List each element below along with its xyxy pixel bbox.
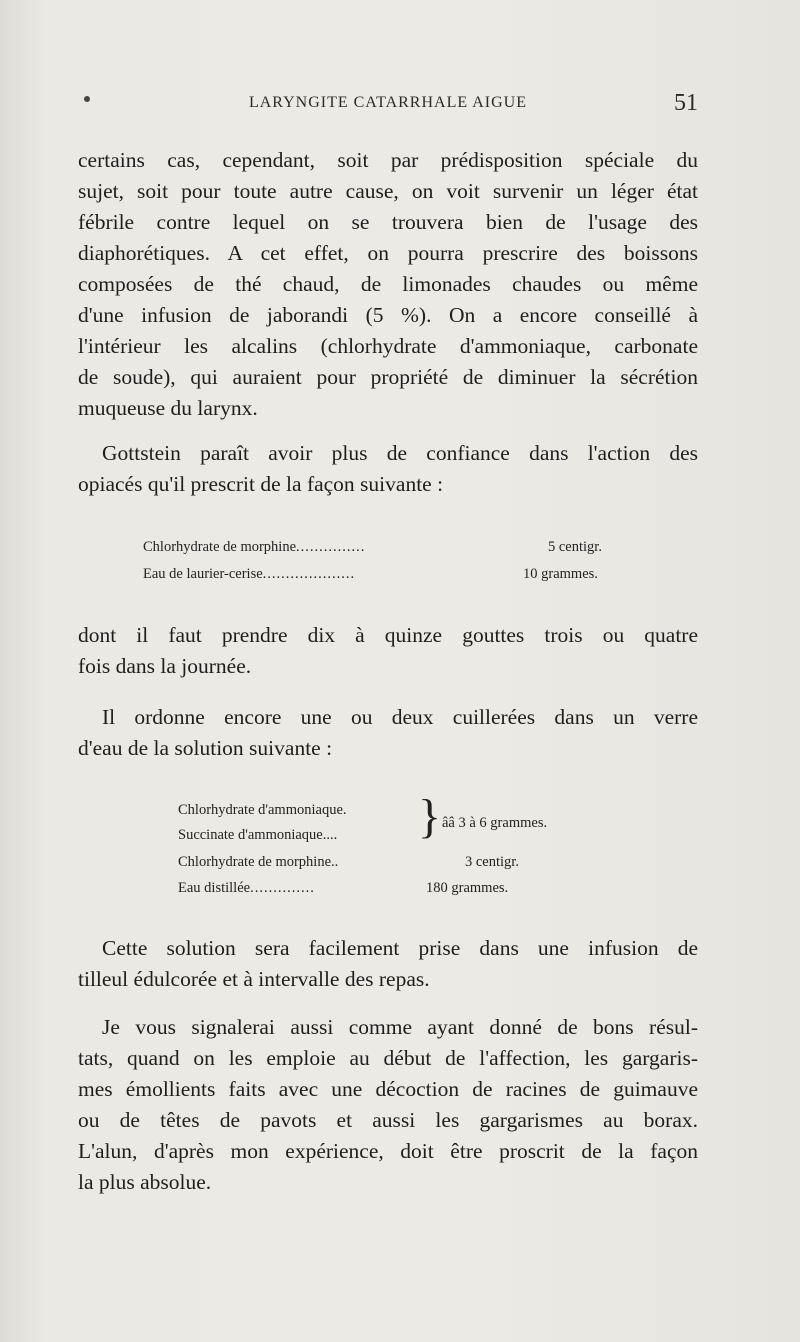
prescription-2-row bbox=[178, 797, 347, 823]
text-line: dont il faut prendre dix à quinze gouttes trois ou quatre bbox=[78, 623, 698, 647]
paragraph-3 bbox=[78, 620, 698, 682]
text-line: d'une infusion de jaborandi (5 %). On a encore conseillé à bbox=[78, 303, 698, 327]
text-line: d'eau de la solution suivante : bbox=[78, 736, 333, 760]
prescription-1-row bbox=[143, 561, 598, 587]
ingredient-quantity: 10 grammes. bbox=[523, 566, 598, 582]
prescription-2-row bbox=[178, 875, 509, 901]
text-line: de soude), qui auraient pour propriété de diminuer la sécrétion bbox=[78, 365, 698, 389]
paragraph-4 bbox=[78, 702, 698, 764]
ingredient-name: Chlorhydrate de morphine.. bbox=[178, 854, 339, 870]
ingredient-name: Chlorhydrate de morphine bbox=[143, 539, 297, 555]
ingredient-quantity: 5 centigr. bbox=[548, 539, 602, 555]
running-header bbox=[78, 92, 698, 122]
text-line: L'alun, d'après mon expérience, doit être proscrit de la façon bbox=[78, 1139, 698, 1163]
text-line: Gottstein paraît avoir plus de confiance dans l'action des bbox=[102, 441, 698, 465]
text-line: mes émollients faits avec une décoction de racines de guimauve bbox=[78, 1077, 698, 1101]
bracket-quantity: ââ 3 à 6 grammes. bbox=[442, 815, 548, 831]
ingredient-name: Succinate d'ammoniaque.... bbox=[178, 827, 338, 843]
text-line: fois dans la journée. bbox=[78, 654, 252, 678]
dot-leader: ............... bbox=[296, 539, 366, 555]
text-line: muqueuse du larynx. bbox=[78, 396, 258, 420]
ingredient-name: Chlorhydrate d'ammoniaque. bbox=[178, 802, 347, 818]
text-line: certains cas, cependant, soit par prédisposition spéciale du bbox=[78, 148, 698, 172]
ingredient-name: Eau distillée bbox=[178, 880, 251, 896]
prescription-2-row bbox=[178, 822, 337, 848]
running-title: LARYNGITE CATARRHALE AIGUE bbox=[248, 94, 528, 111]
text-line: diaphorétiques. A cet effet, on pourra prescrire des boissons bbox=[78, 241, 698, 265]
paragraph-6 bbox=[78, 1012, 698, 1198]
text-line: Il ordonne encore une ou deux cuillerées dans un verre bbox=[102, 705, 698, 729]
curly-brace-icon: } bbox=[418, 790, 442, 843]
text-line: ou de têtes de pavots et aussi les gargarismes au borax. bbox=[78, 1108, 698, 1132]
paragraph-5 bbox=[78, 933, 698, 995]
prescription-2-row bbox=[178, 849, 519, 875]
text-line: tilleul édulcorée et à intervalle des repas. bbox=[78, 967, 430, 991]
text-line: fébrile contre lequel on se trouvera bien de l'usage des bbox=[78, 210, 698, 234]
text-line: tats, quand on les emploie au début de l'affection, les gargaris- bbox=[78, 1046, 698, 1070]
ingredient-name: Eau de laurier-cerise bbox=[143, 566, 263, 582]
ingredient-quantity: 3 centigr. bbox=[465, 854, 519, 870]
text-line: l'intérieur les alcalins (chlorhydrate d'ammoniaque, carbonate bbox=[78, 334, 698, 358]
text-line: la plus absolue. bbox=[78, 1170, 212, 1194]
text-line: composées de thé chaud, de limonades chaudes ou même bbox=[78, 272, 698, 296]
text-line: Cette solution sera facilement prise dans une infusion de bbox=[102, 936, 698, 960]
prescription-1-row bbox=[143, 534, 602, 560]
page-number: 51 bbox=[674, 90, 698, 116]
paragraph-1 bbox=[78, 145, 698, 424]
dot-leader: .................... bbox=[262, 566, 356, 582]
text-line: sujet, soit pour toute autre cause, on voit survenir un léger état bbox=[78, 179, 698, 203]
text-line: opiacés qu'il prescrit de la façon suivante : bbox=[78, 472, 444, 496]
text-line: Je vous signalerai aussi comme ayant donné de bons résul- bbox=[102, 1015, 698, 1039]
paragraph-2 bbox=[78, 438, 698, 500]
dot-leader: .............. bbox=[250, 880, 315, 896]
ingredient-quantity: 180 grammes. bbox=[426, 880, 509, 896]
